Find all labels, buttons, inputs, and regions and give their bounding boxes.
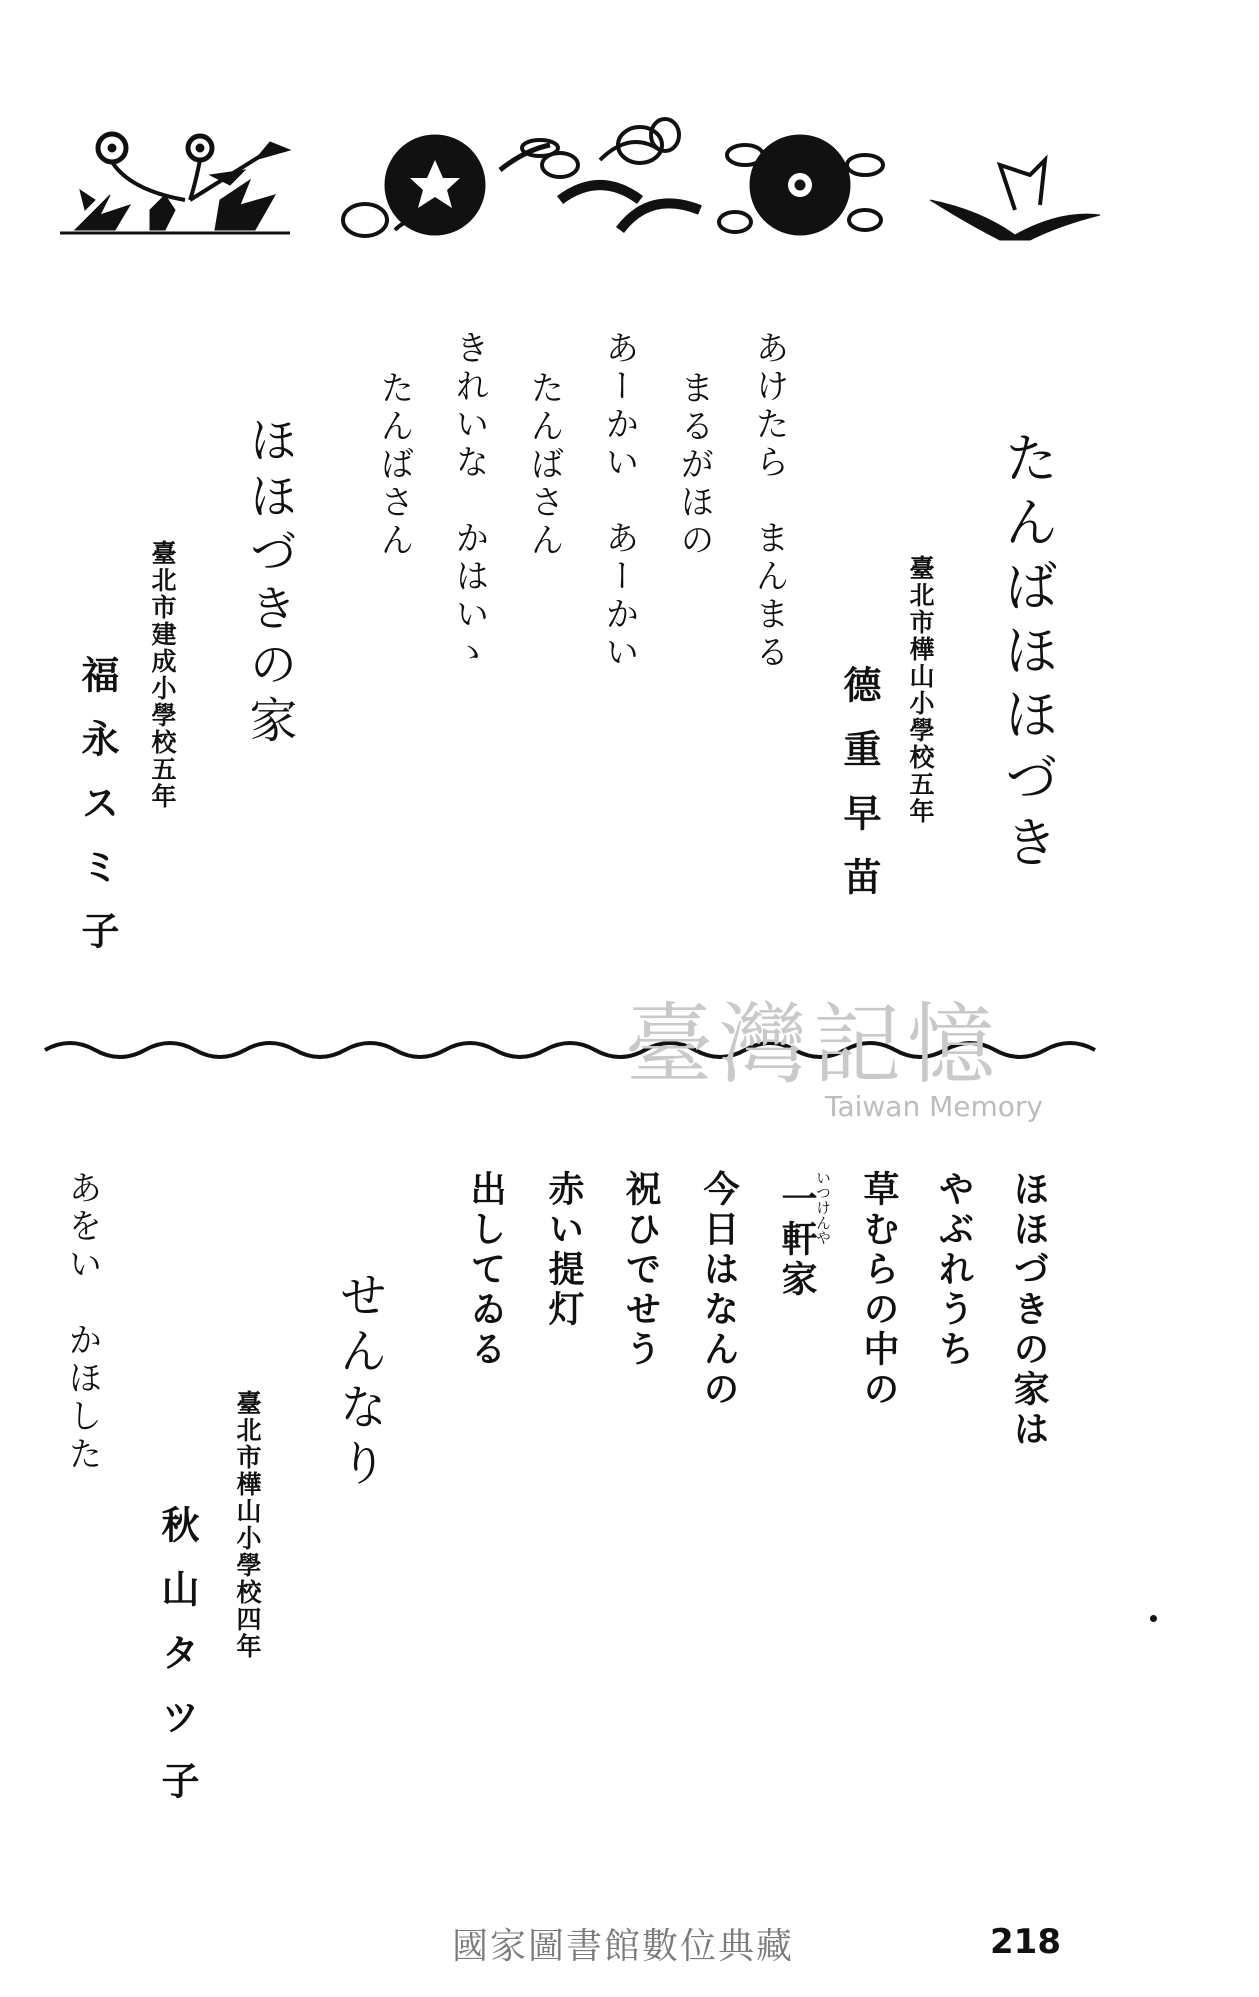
poem-3-line-1: あをい かほした [62, 1170, 102, 1474]
poem-2-line-1: ほほづきの家は [1008, 1170, 1049, 1450]
poem-2-ruby: いつけんや [814, 1170, 832, 1245]
poem-2-line-3: 草むらの中の [858, 1170, 899, 1410]
poem-2-line-2: やぶれうち [933, 1170, 974, 1370]
poem-1-line-2: まるがほの [674, 370, 714, 560]
watermark-logo: 臺灣記憶 [625, 993, 1002, 1096]
poem-3-author: 秋山タツ子 [155, 1505, 199, 1825]
poem-1-school: 臺北市樺山小學校五年 [906, 555, 935, 825]
poem-3-title: せんなり [331, 1270, 387, 1494]
poem-2-title: ほほづきの家 [241, 415, 297, 751]
page-number: 218 [990, 1922, 1061, 1962]
poem-1-line-6: たんばさん [374, 370, 414, 560]
poem-2-line-7: 赤い提灯 [543, 1170, 584, 1330]
poem-1-line-5: きれいな かはいゝ [449, 330, 489, 672]
poem-2-school: 臺北市建成小學校五年 [148, 540, 177, 810]
poem-3-school: 臺北市樺山小學校四年 [233, 1390, 262, 1660]
watermark-subtitle: Taiwan Memory [825, 1090, 1043, 1123]
poem-1-line-3: あーかい あーかい [599, 330, 639, 672]
sprout-illustration [930, 160, 1100, 240]
poem-2-line-5: 今日はなんの [698, 1170, 739, 1410]
morning-glory-illustration [343, 135, 558, 236]
poem-1-line-4: たんばさん [524, 370, 564, 560]
dandelion-illustration [60, 134, 290, 233]
vine-illustration [542, 119, 700, 230]
library-credit: 國家圖書館數位典藏 [452, 1926, 795, 1967]
poem-2-line-6: 祝ひでせう [620, 1170, 661, 1370]
decorative-flower-border [0, 0, 1259, 260]
poem-2-line-4: 一軒家 [776, 1180, 817, 1300]
morning-glory-right-illustration [719, 135, 883, 235]
poem-1-title: たんばほほづき [996, 430, 1059, 878]
ink-dot [1150, 1615, 1157, 1622]
poem-2-author: 福永スミ子 [75, 655, 119, 975]
poem-1-line-1: あけたら まんまる [749, 330, 789, 672]
poem-2-line-8: 出してゐる [465, 1170, 506, 1370]
poem-1-author: 德重早苗 [837, 665, 881, 921]
